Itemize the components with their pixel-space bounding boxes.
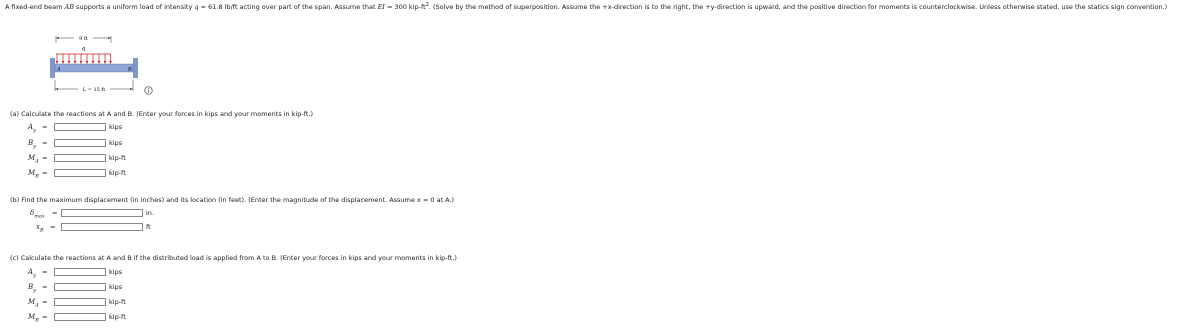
part-c-ma-input[interactable] [54,298,106,306]
q-label: q [81,46,86,52]
beam-figure [40,32,160,96]
part-b-row-dmax [30,209,180,219]
unit-label: in. [146,209,154,217]
var-label: $\delta_{max}$ [30,209,45,220]
equals-sign: = [42,283,48,291]
unit-label: kip-ft [109,169,126,177]
part-a-row-by [28,139,178,149]
problem-text-mid2: = 61.8 lb/ft acting over part of the span. Assume that [198,3,378,11]
problem-text-post: . (Solve by the method of superposition. Assume the +x-direction is to the right, the +y-direction is upward, and the positive direction for moments is counterclockwise. Unless otherwise stated, use the statics sign convention.) [428,3,1168,11]
equals-sign: = [52,209,58,217]
unit-label: ft [146,223,151,231]
part-a-ma-input[interactable] [54,154,106,162]
problem-text-pre: A fixed-end beam [5,3,65,11]
part-c-row-by [28,283,178,293]
part-a-ay-input[interactable] [54,123,106,131]
part-c-ay-input[interactable] [54,268,106,276]
part-b-row-xb [36,223,186,233]
distributed-load-arrows [56,54,112,64]
equals-sign: = [42,123,48,131]
fixed-support-left [50,58,55,78]
part-c-mb-input[interactable] [54,313,106,321]
info-icon[interactable] [144,86,153,95]
problem-text-mid3: = 300 kip-ft [384,3,426,11]
part-a-row-ma [28,154,178,164]
equals-sign: = [42,139,48,147]
part-b-dmax-input[interactable] [61,209,143,217]
problem-superscript: 2 [425,1,429,8]
part-a-by-input[interactable] [54,139,106,147]
part-c-by-input[interactable] [54,283,106,291]
equals-sign: = [50,223,56,231]
part-a-row-mb [28,169,178,179]
unit-label: kips [109,139,123,147]
var-label: $B_y$ [28,139,36,150]
problem-beam-name: AB [64,3,75,11]
unit-label: kip-ft [109,313,126,321]
part-a-title: (a) Calculate the reactions at A and B. (Enter your forces in kips and your moments in kip-ft.) [10,110,314,118]
a-label: A [57,66,61,73]
part-c-title: (c) Calculate the reactions at A and B if the distributed load is applied from A to B. (Enter your forces in kips and your moments in kip-ft.) [10,254,457,262]
part-b-title: (b) Find the maximum displacement (in inches) and its location (in feet). (Enter the magnitude of the displacement. Assume x = 0 at A.) [10,196,455,204]
part-a-mb-input[interactable] [54,169,106,177]
equals-sign: = [42,268,48,276]
var-label: $B_y$ [28,283,36,294]
part-c-row-ma [28,298,178,308]
var-label: $A_y$ [28,123,36,134]
var-label: $x_B$ [36,223,44,234]
var-label: $M_A$ [28,298,39,309]
problem-text-mid1: supports a uniform load of intensity [74,3,195,11]
var-label: $M_B$ [28,313,39,324]
unit-label: kips [109,283,123,291]
part-b-xb-input[interactable] [61,223,143,231]
equals-sign: = [42,313,48,321]
unit-label: kips [109,268,123,276]
var-label: $M_B$ [28,169,39,180]
beam [55,64,133,72]
dim-9ft-label: 9 ft [79,36,88,42]
equals-sign: = [42,298,48,306]
part-a-row-ay [28,123,178,133]
var-label: $M_A$ [28,154,39,165]
var-label: $A_y$ [28,268,36,279]
unit-label: kip-ft [109,298,126,306]
equals-sign: = [42,154,48,162]
unit-label: kip-ft [109,154,126,162]
problem-q-symbol: q [194,3,199,11]
equals-sign: = [42,169,48,177]
fixed-support-right [133,58,138,78]
part-c-row-ay [28,268,178,278]
unit-label: kips [109,123,123,131]
dim-l-label: L = 15 ft [82,87,106,93]
problem-statement [5,2,1195,12]
problem-ei-symbol: EI [377,3,385,11]
b-label: B [128,66,132,73]
part-c-row-mb [28,313,178,323]
